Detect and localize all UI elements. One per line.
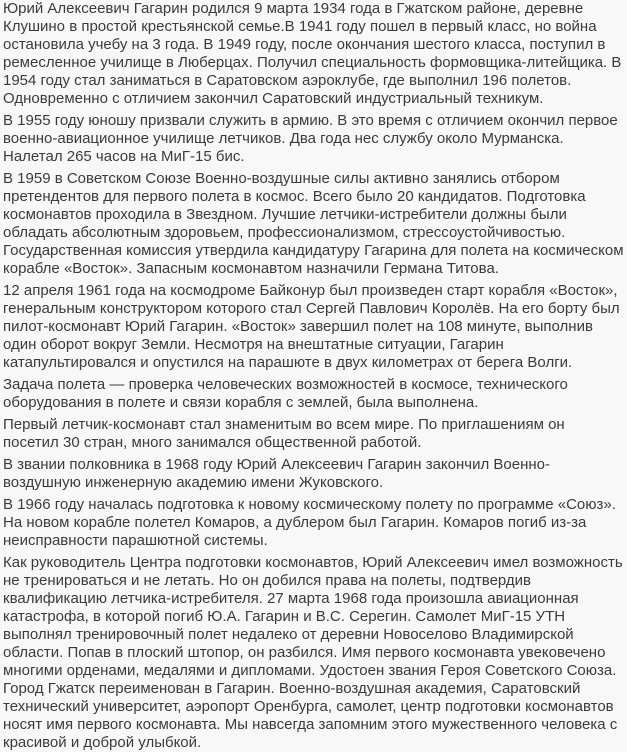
paragraph-soyuz-program: В 1966 году началась подготовка к новому космическому полету по программе «Союз». На новом корабле полетел Комаров, а дублером был Гагарин. Комаров погиб из-за неисправности парашютной системы. [3,496,616,549]
paragraph-death-and-legacy: Как руководитель Центра подготовки космонавтов, Юрий Алексеевич имел возможность не тренироваться и не летать. Но он добился права на полеты, подтвердив квалификацию летчика-истребителя. 27 марта 1968 года произошла авиационная катастрофа, в которой погиб Ю.А. Гагарин и В.С. Серегин. Самолет МиГ-15 УТН выполнял тренировочный полет недалеко от деревни Новоселово Владимирской области. Попав в плоский штопор, он разбился. Имя первого космонавта увековечено многими орденами, медалями и дипломами. Удостоен звания Героя Советского Союза. Город Гжатск переименован в Гагарин. Военно-воздушная академия, Саратовский технический университет, аэропорт Оренбурга, самолет, центр подготовки космонавтов носят имя первого космонавта. Мы навсегда запомним этого мужественного человека с красивой и доброй улыбкой. [3,554,623,751]
paragraph-vostok-flight: 12 апреля 1961 года на космодроме Байконур был произведен старт корабля «Восток», генеральным конструктором которого стал Сергей Павлович Королёв. На его борту был пилот-космонавт Юрий Гагарин. «Восток» завершил полет на 108 минуте, выполнив один оборот вокруг Земли. Несмотря на внештатные ситуации, Гагарин катапультировался и опустился на парашюте в двух километрах от берега Волги. [3,282,620,371]
paragraph-flight-mission: Задача полета — проверка человеческих возможностей в космосе, технического оборудования в полете и связи корабля с землей, была выполнена. [3,376,568,411]
paragraph-army-service: В 1955 году юношу призвали служить в армию. В это время с отличием окончил первое военно-авиационное училище летчиков. Два года нес службу около Мурманска. Налетал 265 часов на МиГ-15 бис. [3,112,618,165]
paragraph-zhukovsky-academy: В звании полковника в 1968 году Юрий Алексеевич Гагарин закончил Военно-воздушную инженерную академию имени Жуковского. [3,456,550,491]
paragraph-birth-education: Юрий Алексеевич Гагарин родился 9 марта 1934 года в Гжатском районе, деревне Клушино в простой крестьянской семье.В 1941 году пошел в первый класс, но война остановила учебу на 3 года. В 1949 году, после окончания шестого класса, поступил в ремесленное училище в Люберцах. Получил специальность формовщика-литейщика. В 1954 году стал заниматься в Саратовском аэроклубе, где выполнил 196 полетов. Одновременно с отличием закончил Саратовский индустриальный техникум. [3,0,622,107]
paragraph-cosmonaut-selection: В 1959 в Советском Союзе Военно-воздушные силы активно занялись отбором претендентов для первого полета в космос. Всего было 20 кандидатов. Подготовка космонавтов проходила в Звездном. Лучшие летчики-истребители должны были обладать абсолютным здоровьем, профессионализмом, стрессоустойчивостью. Государственная комиссия утвердила кандидатуру Гагарина для полета на космическом корабле «Восток». Запасным космонавтом назначили Германа Титова. [3,170,624,277]
paragraph-world-fame: Первый летчик-космонавт стал знаменитым во всем мире. По приглашениям он посетил 30 стран, много занимался общественной работой. [3,416,565,451]
